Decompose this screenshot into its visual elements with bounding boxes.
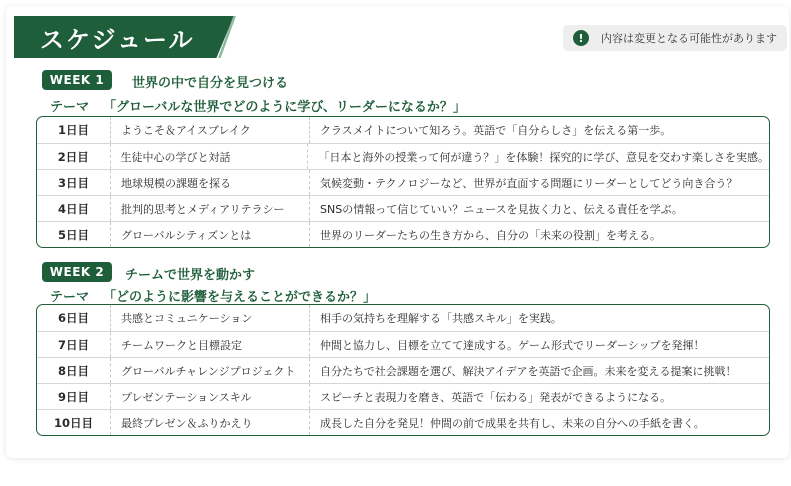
day-description: 世界のリーダーたちの生き方から、自分の「未来の役割」を考える。 — [309, 222, 769, 247]
day-topic: プレゼンテーションスキル — [110, 384, 309, 409]
day-description: 気候変動・テクノロジーなど、世界が直面する問題にリーダーとしてどう向き合う？ — [309, 170, 769, 195]
table-row — [37, 409, 769, 435]
theme-label: テーマ — [50, 290, 90, 305]
day-description: 自分たちで社会課題を選び、解決アイデアを英語で企画。未来を変える提案に挑戦！ — [309, 358, 769, 383]
day-topic: 共感とコミュニケーション — [110, 305, 309, 331]
notice-text: 内容は変更となる可能性があります — [601, 32, 777, 45]
day-topic: ようこそ＆アイスブレイク — [110, 117, 309, 143]
day-label: 5日目 — [57, 227, 89, 242]
table-row — [37, 169, 769, 195]
table-row — [37, 221, 769, 247]
day-label: 2日目 — [57, 149, 89, 164]
table-row — [37, 117, 769, 143]
week-2-theme — [50, 286, 376, 305]
day-description: 成長した自分を発見！仲間の前で成果を共有し、未来の自分への手紙を書く。 — [309, 410, 769, 435]
day-label: 6日目 — [57, 311, 89, 325]
page-title: スケジュール — [40, 26, 195, 54]
week-2-schedule-table — [36, 304, 770, 436]
day-label: 1日目 — [57, 123, 89, 137]
table-row — [37, 383, 769, 409]
day-description: クラスメイトについて知ろう。英語で「自分らしさ」を伝える第一歩。 — [309, 117, 769, 143]
week-1-schedule-table — [36, 116, 770, 248]
theme-text: 「グローバルな世界でどのように学び、リーダーになるか？」 — [103, 100, 466, 115]
day-label: 8日目 — [57, 363, 89, 378]
day-description: 仲間と協力し、目標を立てて達成する。ゲーム形式でリーダーシップを発揮！ — [309, 332, 769, 357]
day-description: 「日本と海外の授業って何が違う？」を体験！探究的に学び、意見を交わす楽しさを実感。 — [307, 144, 769, 169]
day-topic: チームワークと目標設定 — [110, 332, 309, 357]
week-1-badge: WEEK 1 — [42, 70, 112, 90]
exclamation-icon: ! — [573, 30, 589, 46]
day-label: 9日目 — [57, 389, 89, 404]
table-row — [37, 143, 769, 169]
day-topic: 地球規模の課題を探る — [110, 170, 309, 195]
week-1-title: 世界の中で自分を見つける — [132, 76, 289, 91]
day-label: 7日目 — [57, 337, 89, 352]
day-topic: グローバルシティズンとは — [110, 222, 309, 247]
table-row — [37, 331, 769, 357]
day-description: スピーチと表現力を磨き、英語で「伝わる」発表ができるようになる。 — [309, 384, 769, 409]
day-description: SNSの情報って信じていい？ニュースを見抜く力と、伝える責任を学ぶ。 — [309, 196, 769, 221]
day-topic: 批判的思考とメディアリテラシー — [110, 196, 309, 221]
table-row — [37, 305, 769, 331]
day-topic: 生徒中心の学びと対話 — [110, 144, 308, 169]
theme-text: 「どのように影響を与えることができるか？」 — [103, 290, 377, 305]
day-topic: グローバルチャレンジプロジェクト — [110, 358, 309, 383]
week-1-theme — [50, 96, 466, 115]
day-description: 相手の気持ちを理解する「共感スキル」を実践。 — [309, 305, 769, 331]
day-label: 4日目 — [57, 201, 89, 216]
day-label: 10日目 — [53, 415, 93, 430]
theme-label: テーマ — [50, 100, 90, 115]
change-notice — [563, 25, 787, 51]
week-2-badge: WEEK 2 — [42, 262, 112, 282]
table-row — [37, 195, 769, 221]
week-2-title: チームで世界を動かす — [125, 268, 256, 283]
table-row — [37, 357, 769, 383]
day-label: 3日目 — [57, 175, 89, 190]
day-topic: 最終プレゼン＆ふりかえり — [110, 410, 309, 435]
